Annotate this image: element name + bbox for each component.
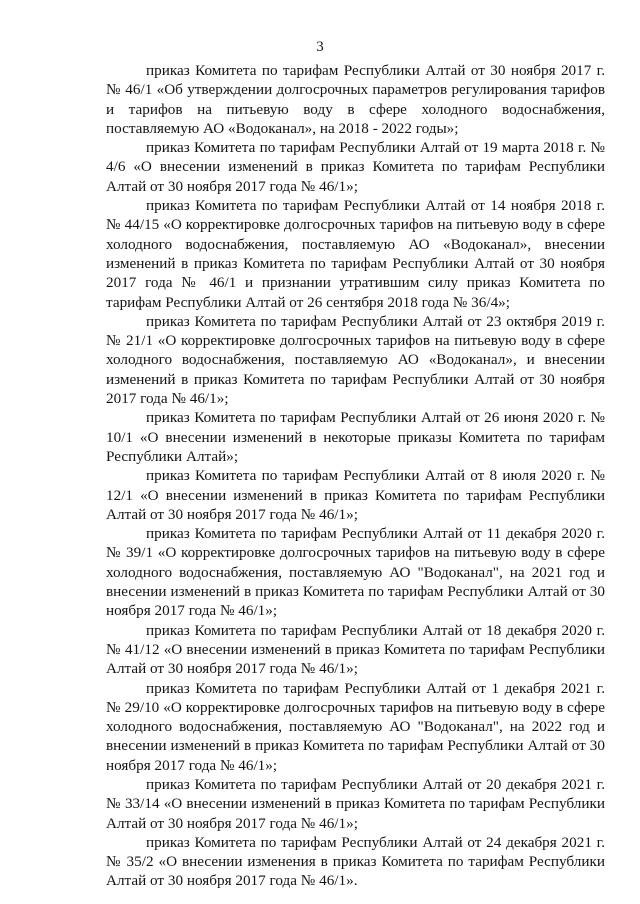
order-paragraph-5: приказ Комитета по тарифам Республики Алтай от 26 июня 2020 г. № 10/1 «О внесении изменений в некоторые приказы Комитета по тарифам Республики Алтай»;	[106, 409, 605, 465]
order-paragraph-7: приказ Комитета по тарифам Республики Алтай от 11 декабря 2020 г. № 39/1 «О корректировке долгосрочных тарифов на питьевую воду в сфере холодного водоснабжения, поставляемую АО "Водоканал", на 2021 год и внесении изменений в приказ Комитета по тарифам Республики Алтай от 30 ноября 2017 года № 46/1»;	[106, 525, 605, 620]
order-paragraph-11: приказ Комитета по тарифам Республики Алтай от 24 декабря 2021 г. № 35/2 «О внесении изменения в приказ Комитета по тарифам Республики Алтай от 30 ноября 2017 года № 46/1».	[106, 833, 605, 890]
page-number: 3	[316, 39, 324, 55]
order-paragraph-2: приказ Комитета по тарифам Республики Алтай от 19 марта 2018 г. № 4/6 «О внесении изменений в приказ Комитета по тарифам Республики Алтай от 30 ноября 2017 года № 46/1»;	[106, 139, 605, 195]
order-paragraph-6: приказ Комитета по тарифам Республики Алтай от 8 июля 2020 г. № 12/1 «О внесении изменений в приказ Комитета по тарифам Республики Алтай от 30 ноября 2017 года № 46/1»;	[106, 467, 605, 523]
document-body	[106, 61, 605, 891]
order-paragraph-10: приказ Комитета по тарифам Республики Алтай от 20 декабря 2021 г. № 33/14 «О внесении изменений в приказ Комитета по тарифам Республики Алтай от 30 ноября 2017 года № 46/1»;	[106, 775, 605, 832]
order-paragraph-1: приказ Комитета по тарифам Республики Алтай от 30 ноября 2017 г. № 46/1 «Об утверждении долгосрочных параметров регулирования тарифов и тарифов на питьевую воду в сфере холодного водоснабжения, поставляемую АО «Водоканал», на 2018 - 2022 годы»;	[106, 62, 605, 137]
order-paragraph-4: приказ Комитета по тарифам Республики Алтай от 23 октября 2019 г. № 21/1 «О корректировке долгосрочных тарифов на питьевую воду в сфере холодного водоснабжения, поставляемую АО «Водоканал», и внесении изменений в приказ Комитета по тарифам Республики Алтай от 30 ноября 2017 года № 46/1»;	[106, 312, 605, 408]
order-paragraph-9: приказ Комитета по тарифам Республики Алтай от 1 декабря 2021 г. № 29/10 «О корректировке долгосрочных тарифов на питьевую воду в сфере холодного водоснабжения, поставляемую АО "Водоканал", на 2022 год и внесении изменений в приказ Комитета по тарифам Республики Алтай от 30 ноября 2017 года № 46/1»;	[106, 679, 605, 774]
order-paragraph-3: приказ Комитета по тарифам Республики Алтай от 14 ноября 2018 г. № 44/15 «О корректировке долгосрочных тарифов на питьевую воду в сфере холодного водоснабжения, поставляемую АО «Водоканал», внесении изменений в приказ Комитета по тарифам Республики Алтай от 30 ноября 2017 года № 46/1 и признании утратившим силу приказ Комитета по тарифам Республики Алтай от 26 сентября 2018 года № 36/4»;	[106, 197, 605, 311]
order-paragraph-8: приказ Комитета по тарифам Республики Алтай от 18 декабря 2020 г. № 41/12 «О внесении изменений в приказ Комитета по тарифам Республики Алтай от 30 ноября 2017 года № 46/1»;	[106, 621, 605, 678]
